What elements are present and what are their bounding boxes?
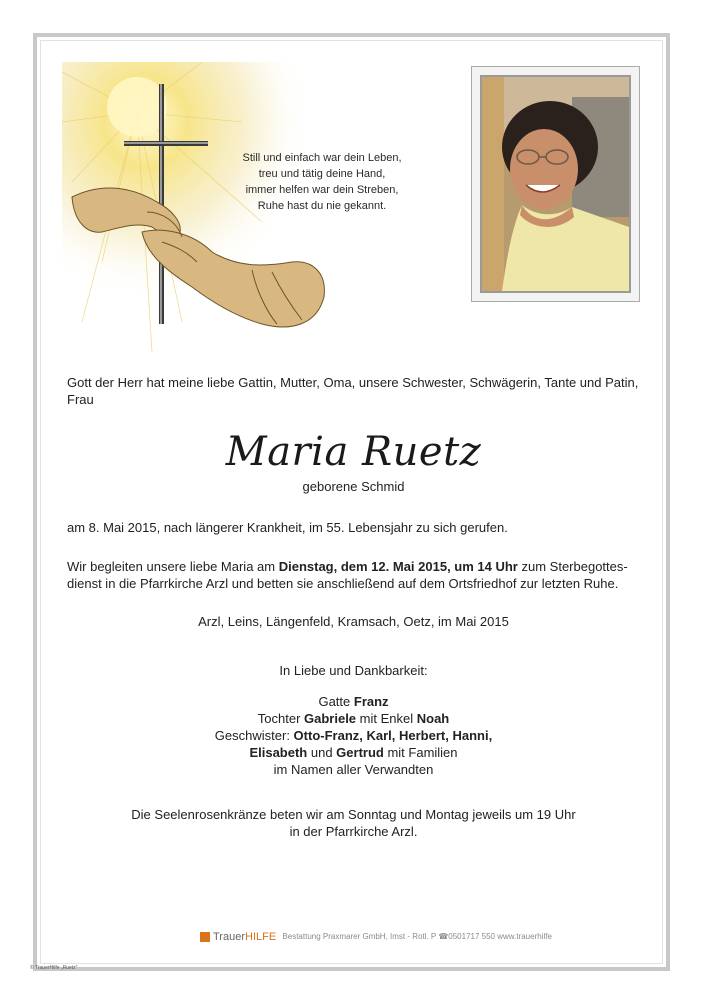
deceased-name: Maria Ruetz [225,429,482,475]
family-line: im Namen aller Verwandten [273,762,434,777]
relative-name: Gertrud [336,745,384,760]
relation-label: mit Enkel [356,711,417,726]
relation-label: Gatte [318,694,354,709]
verse-line: Still und einfach war dein Leben, [242,152,402,164]
footer-details: Bestattung Praxmarer GmbH, Imst - Rotl. P ☎0501717 550 www.trauerhilfe [282,932,552,942]
portrait-photo [480,75,631,293]
funeral-line [67,558,657,575]
portrait-frame [471,66,640,302]
family-line [60,727,647,744]
funeral-date: Dienstag, dem 12. Mai 2015, um 14 Uhr [278,559,518,574]
funeral-text: zum Sterbegottes- [517,559,628,574]
memorial-verse [222,150,422,214]
relative-name: Gabriele [304,711,357,726]
brand-part: Trauer [213,931,245,943]
funeral-home-footer [200,931,552,943]
family-line [60,744,647,761]
relation-label: und [307,745,337,760]
death-notice: am 8. Mai 2015, nach längerer Krankheit, im 55. Lebensjahr zu sich gerufen. [67,520,508,535]
verse-line: treu und tätig deine Hand, [258,168,386,180]
verse-line: immer helfen war dein Streben, [245,184,399,196]
rosary-line: in der Pfarrkirche Arzl. [289,824,418,839]
places-date: Arzl, Leins, Längenfeld, Kramsach, Oetz, im Mai 2015 [198,614,509,629]
rosary-line: Die Seelenrosenkränze beten wir am Sonntag und Montag jeweils um 19 Uhr [131,807,576,822]
funeral-text: Wir begleiten unsere liebe Maria am [67,559,279,574]
relative-name: Noah [416,711,450,726]
brand-part: HILFE [245,931,277,943]
family-line [60,693,647,710]
intro-text [67,374,657,408]
copyright-note: © TrauerHilfe „Ruetz" [30,965,78,971]
intro-line: Frau [67,392,94,407]
relation-label: mit Familien [383,745,458,760]
brand-name [213,931,276,943]
relative-name: Franz [353,694,389,709]
trauerhilfe-logo-icon [200,932,210,942]
gratitude-heading: In Liebe und Dankbarkeit: [279,663,428,678]
relative-name: Elisabeth [249,745,308,760]
relation-label: Geschwister: [214,728,294,743]
relation-label: Tochter [257,711,305,726]
rosary-info [60,806,647,840]
verse-line: Ruhe hast du nie gekannt. [257,200,387,212]
funeral-line: dienst in die Pfarrkirche Arzl und betten sie anschließend auf dem Ortsfriedhof zur letzten Ruhe. [67,576,619,591]
family-line [60,710,647,727]
relative-name: Otto-Franz, Karl, Herbert, Hanni, [293,728,493,743]
maiden-name: geborene Schmid [302,479,405,494]
funeral-info [67,558,657,592]
intro-line: Gott der Herr hat meine liebe Gattin, Mutter, Oma, unsere Schwester, Schwägerin, Tante und Patin, [67,375,639,390]
family-list [60,693,647,778]
